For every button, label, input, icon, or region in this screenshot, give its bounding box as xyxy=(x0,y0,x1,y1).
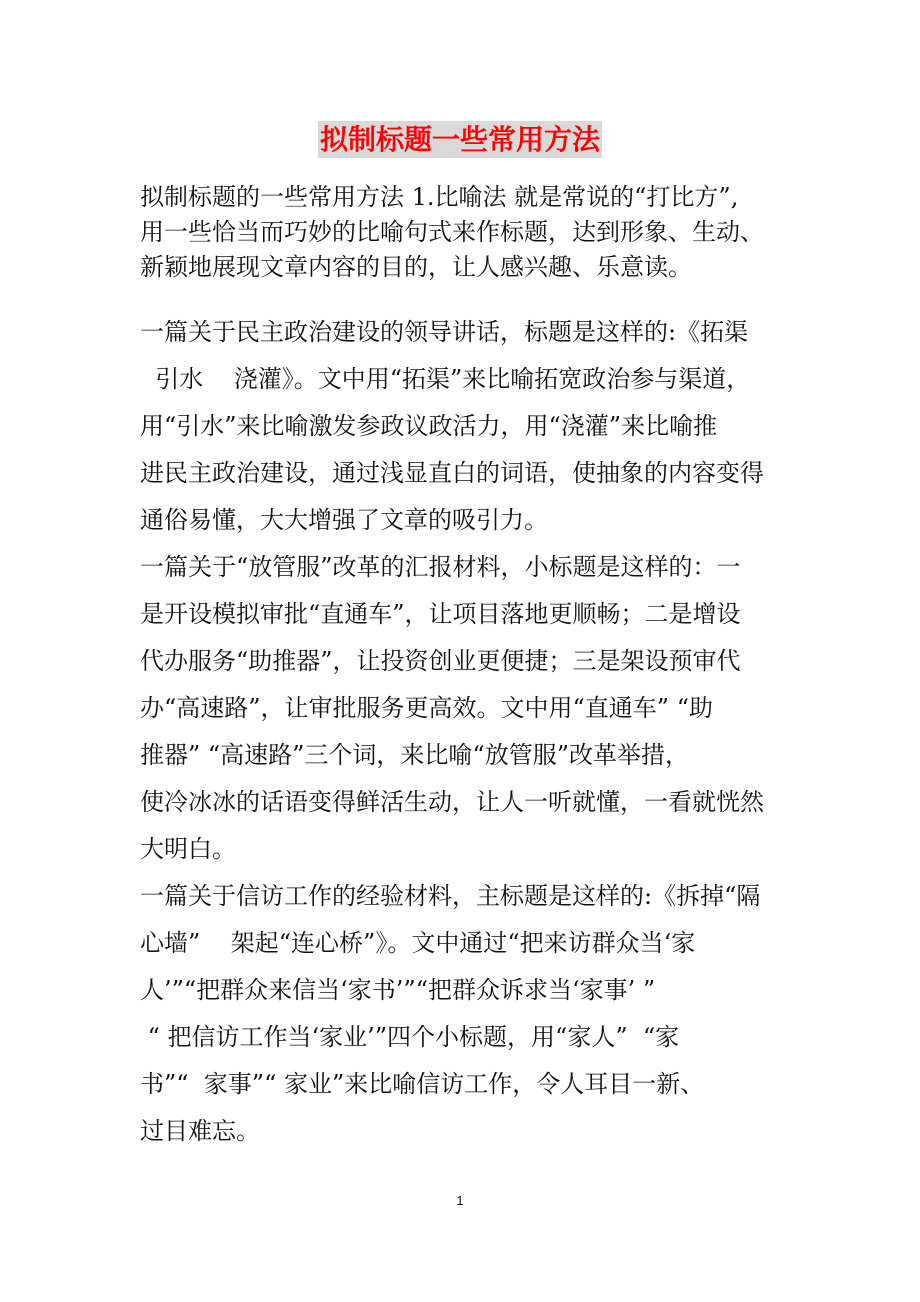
text-line: 用“引水”来比喻激发参政议政活力，用“浇灌”来比喻推 xyxy=(140,412,718,440)
text-line: 推器” “高速路”三个词，来比喻“放管服”改革举措， xyxy=(140,741,689,769)
text-line: “ 把信访工作当‘家业’”四个小标题，用“家人” “家 xyxy=(140,1023,680,1051)
text-line: 大明白。 xyxy=(140,835,236,863)
text-line: 通俗易懂，大大增强了文章的吸引力。 xyxy=(140,506,548,534)
body-text xyxy=(140,309,820,1155)
text-line: 拟制标题的一些常用方法 1.比喻法 就是常说的“打比方”, xyxy=(140,183,739,211)
text-line: 是开设模拟审批“直通车”，让项目落地更顺畅；二是增设 xyxy=(140,600,741,628)
title-text: 拟制标题一些常用方法 xyxy=(319,123,600,156)
text-line: 人’”“把群众来信当‘家书’”“把群众诉求当‘家事’ ” xyxy=(140,976,656,1004)
document-title xyxy=(0,118,920,158)
text-line: 一篇关于信访工作的经验材料，主标题是这样的:《拆掉“隔 xyxy=(140,882,761,910)
text-line: 代办服务“助推器”，让投资创业更便捷；三是架设预审代 xyxy=(140,647,741,675)
intro-paragraph xyxy=(140,180,820,285)
text-line: 办“高速路”，让审批服务更高效。文中用“直通车” “助 xyxy=(140,694,713,722)
page-number: 1 xyxy=(456,1193,464,1208)
text-line: 过目难忘。 xyxy=(140,1117,260,1145)
text-line: 一篇关于“放管服”改革的汇报材料，小标题是这样的：一 xyxy=(140,553,741,581)
text-line: 书”“ 家事”“ 家业”来比喻信访工作，令人耳目一新、 xyxy=(140,1070,705,1098)
text-line: 心墙” 架起“连心桥”》。文中通过“把来访群众当‘家 xyxy=(140,929,696,957)
text-line: 进民主政治建设，通过浅显直白的词语，使抽象的内容变得 xyxy=(140,459,764,487)
text-line: 一篇关于民主政治建设的领导讲话，标题是这样的:《拓渠 xyxy=(140,318,749,346)
document-body xyxy=(140,180,820,1155)
text-line: 用一些恰当而巧妙的比喻句式来作标题，达到形象、生动、 xyxy=(140,218,764,246)
text-line: 使冷冰冰的话语变得鲜活生动，让人一听就懂，一看就恍然 xyxy=(140,788,764,816)
text-line: 引水 浇灌》。文中用“拓渠”来比喻拓宽政治参与渠道， xyxy=(140,365,751,393)
text-line: 新颖地展现文章内容的目的，让人感兴趣、乐意读。 xyxy=(140,253,692,281)
